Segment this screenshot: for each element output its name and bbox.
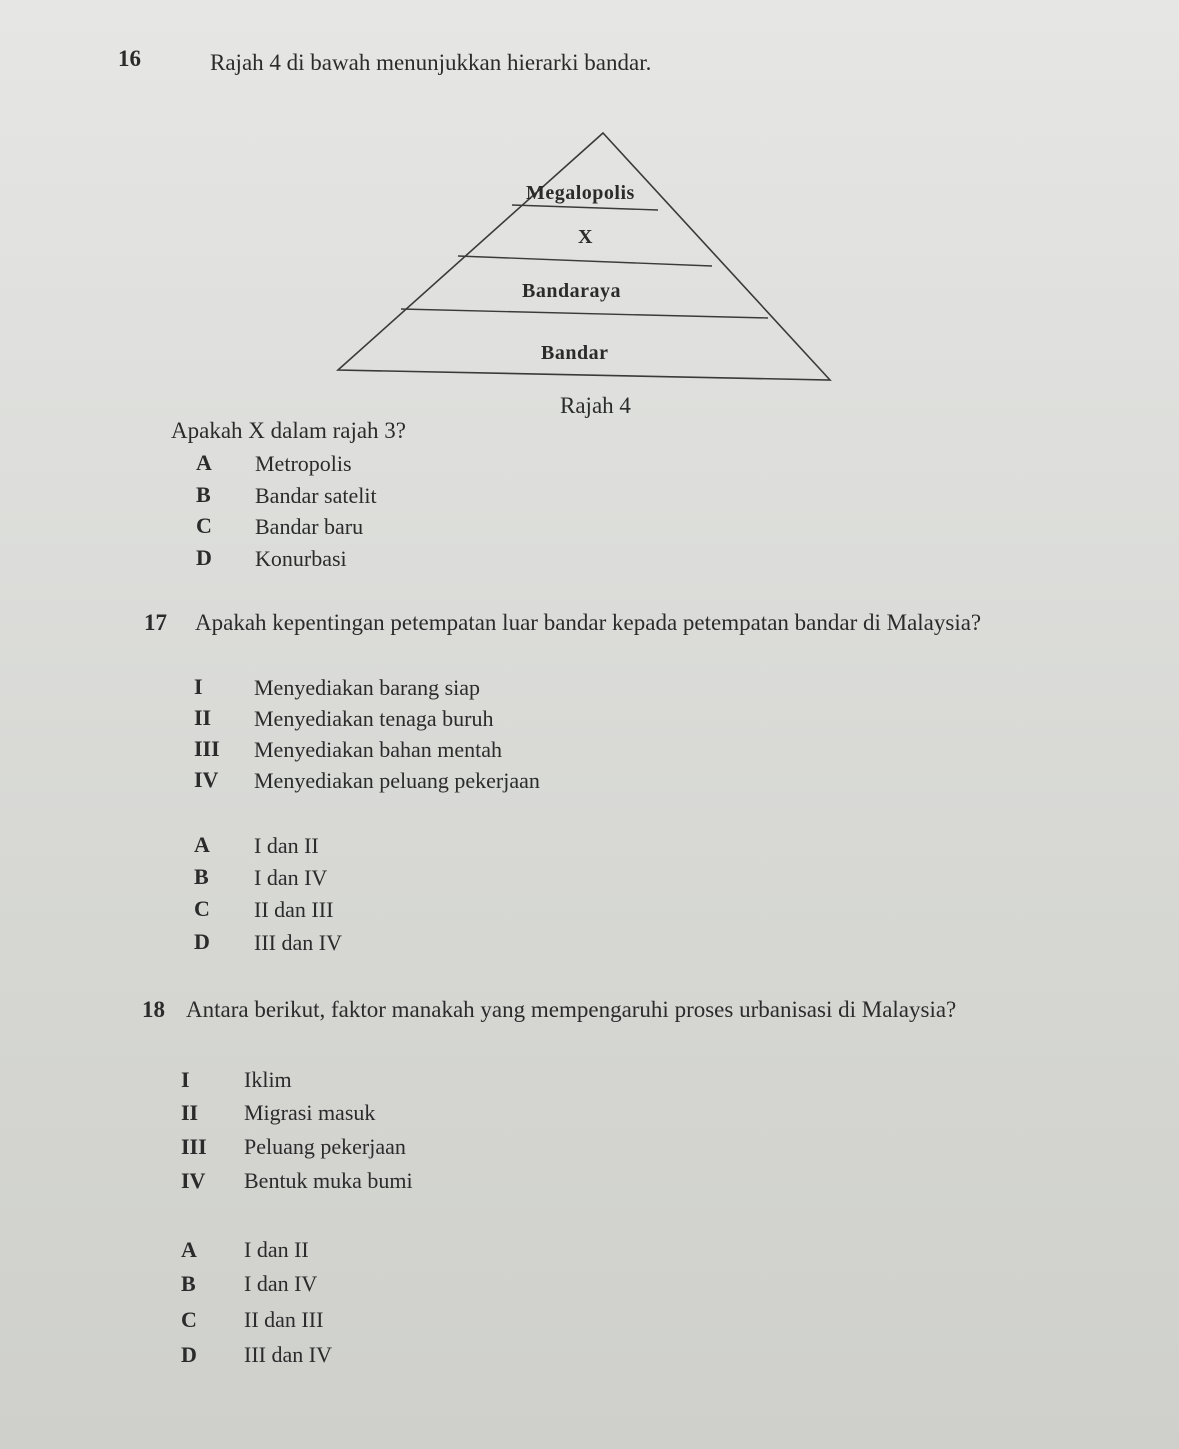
q18-statement-2-roman: II — [181, 1100, 199, 1125]
question-16-prompt: Apakah X dalam rajah 3? — [171, 418, 407, 443]
question-16-number: 16 — [118, 46, 141, 71]
q18-statement-1-text: Iklim — [244, 1067, 292, 1092]
q16-option-c-text: Bandar baru — [255, 514, 364, 539]
q17-statement-4-text: Menyediakan peluang pekerjaan — [254, 768, 540, 793]
q17-option-a-text: I dan II — [254, 833, 319, 858]
q18-option-a-text: I dan II — [244, 1237, 309, 1262]
q17-statement-1-roman: I — [194, 674, 203, 699]
q18-option-a-letter: A — [181, 1237, 197, 1262]
q16-option-b-letter: B — [196, 482, 211, 507]
q17-statement-2-roman: II — [194, 705, 212, 730]
q18-statement-2-text: Migrasi masuk — [244, 1100, 376, 1125]
q17-statement-3-text: Menyediakan bahan mentah — [254, 737, 503, 762]
q17-option-a-letter: A — [194, 832, 210, 857]
question-18-number: 18 — [142, 997, 165, 1022]
pyramid-divider-3 — [401, 309, 768, 318]
q16-option-d-letter: D — [196, 545, 212, 570]
q16-option-a-text: Metropolis — [255, 451, 352, 476]
q18-option-c-letter: C — [181, 1307, 197, 1332]
q17-statement-3-roman: III — [194, 736, 220, 761]
pyramid-divider-1 — [512, 205, 658, 210]
question-17-number: 17 — [144, 610, 167, 635]
level-megalopolis: Megalopolis — [526, 182, 635, 204]
q17-option-d-letter: D — [194, 929, 210, 954]
q17-option-c-letter: C — [194, 896, 210, 921]
q17-option-b-text: I dan IV — [254, 865, 328, 890]
q16-option-c-letter: C — [196, 513, 212, 538]
q18-option-c-text: II dan III — [244, 1307, 324, 1332]
q17-option-b-letter: B — [194, 864, 209, 889]
q16-option-a-letter: A — [196, 450, 212, 475]
q18-option-d-letter: D — [181, 1342, 197, 1367]
q18-statement-3-text: Peluang pekerjaan — [244, 1134, 406, 1159]
q17-statement-4-roman: IV — [194, 767, 219, 792]
q18-statement-4-roman: IV — [181, 1168, 206, 1193]
level-bandaraya: Bandaraya — [522, 280, 621, 302]
q17-option-c-text: II dan III — [254, 897, 334, 922]
q18-option-b-text: I dan IV — [244, 1271, 318, 1296]
q17-option-d-text: III dan IV — [254, 930, 342, 955]
q18-statement-3-roman: III — [181, 1134, 207, 1159]
pyramid-divider-2 — [458, 256, 712, 266]
q16-option-d-text: Konurbasi — [255, 546, 347, 571]
figure-caption: Rajah 4 — [560, 393, 631, 418]
q17-statement-2-text: Menyediakan tenaga buruh — [254, 706, 494, 731]
level-x: X — [578, 226, 593, 248]
q17-statement-1-text: Menyediakan barang siap — [254, 675, 481, 700]
level-bandar: Bandar — [541, 342, 609, 364]
q18-statement-1-roman: I — [181, 1067, 190, 1092]
q18-option-d-text: III dan IV — [244, 1342, 332, 1367]
q18-statement-4-text: Bentuk muka bumi — [244, 1168, 413, 1193]
question-17-stem: Apakah kepentingan petempatan luar bandar kepada petempatan bandar di Malaysia? — [195, 610, 982, 635]
question-18-stem: Antara berikut, faktor manakah yang mempengaruhi proses urbanisasi di Malaysia? — [186, 997, 957, 1022]
q18-option-b-letter: B — [181, 1271, 196, 1296]
question-16-stem: Rajah 4 di bawah menunjukkan hierarki bandar. — [210, 50, 652, 75]
q16-option-b-text: Bandar satelit — [255, 483, 377, 508]
